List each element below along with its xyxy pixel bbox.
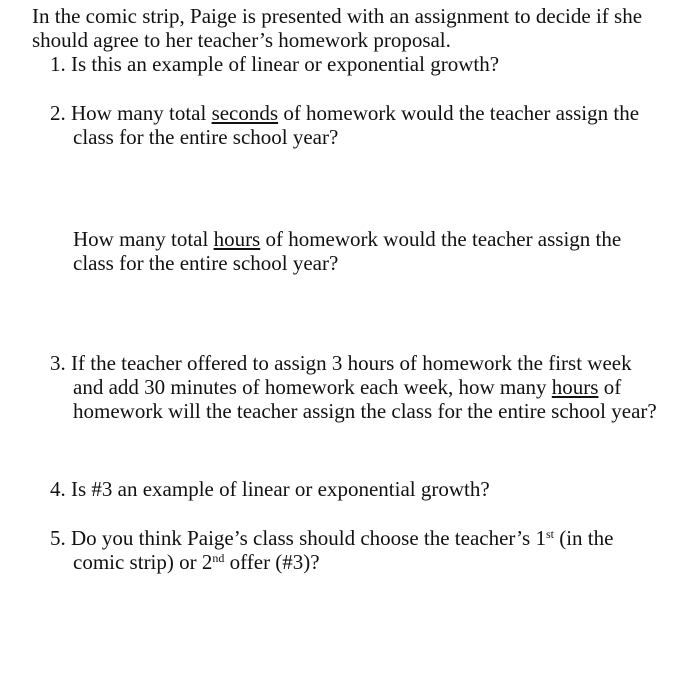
question-2b-line-2: class for the entire school year? — [73, 251, 339, 275]
question-3-underlined-hours: hours — [551, 375, 599, 399]
question-2b-text-pre: How many total — [73, 227, 214, 251]
question-5-line-2 — [73, 550, 320, 574]
question-2-line-1 — [50, 101, 639, 125]
question-2-line-2: class for the entire school year? — [73, 125, 339, 149]
question-5-text-2-post: offer (#3)? — [224, 550, 320, 574]
question-1 — [50, 52, 499, 76]
question-2b-line-1 — [73, 227, 621, 251]
question-5-superscript-nd: nd — [212, 551, 225, 565]
question-5-superscript-st: st — [545, 527, 554, 541]
question-4-number: 4. — [50, 477, 66, 501]
intro-line-1: In the comic strip, Paige is presented with an assignment to decide if she — [32, 4, 643, 28]
question-3-number: 3. — [50, 351, 66, 375]
question-3-text-2-post: of — [598, 375, 622, 399]
question-5-line-1 — [50, 526, 613, 550]
question-5-number: 5. — [50, 526, 66, 550]
question-2-number: 2. — [50, 101, 66, 125]
question-5-text-1-pre: Do you think Paige’s class should choose the teacher’s 1 — [71, 526, 546, 550]
question-3-text-2-pre: and add 30 minutes of homework each week, how many — [73, 375, 552, 399]
question-2b-underlined-hours: hours — [213, 227, 261, 251]
question-4-text: Is #3 an example of linear or exponential growth? — [71, 477, 490, 501]
question-2-text-pre: How many total — [71, 101, 212, 125]
question-1-text: Is this an example of linear or exponential growth? — [71, 52, 500, 76]
question-3-line-2 — [73, 375, 621, 399]
question-5-text-1-mid: (in the — [553, 526, 614, 550]
question-3-line-1 — [50, 351, 632, 375]
question-2-underlined-seconds: seconds — [211, 101, 279, 125]
question-3-text-1: If the teacher offered to assign 3 hours of homework the first week — [71, 351, 632, 375]
question-4 — [50, 477, 490, 501]
intro-line-2: should agree to her teacher’s homework proposal. — [32, 28, 451, 52]
question-1-number: 1. — [50, 52, 66, 76]
question-2-text-post: of homework would the teacher assign the — [278, 101, 640, 125]
question-3-line-3: homework will the teacher assign the class for the entire school year? — [73, 399, 657, 423]
question-5-text-2-pre: comic strip) or 2 — [73, 550, 213, 574]
question-2b-text-post: of homework would the teacher assign the — [260, 227, 622, 251]
